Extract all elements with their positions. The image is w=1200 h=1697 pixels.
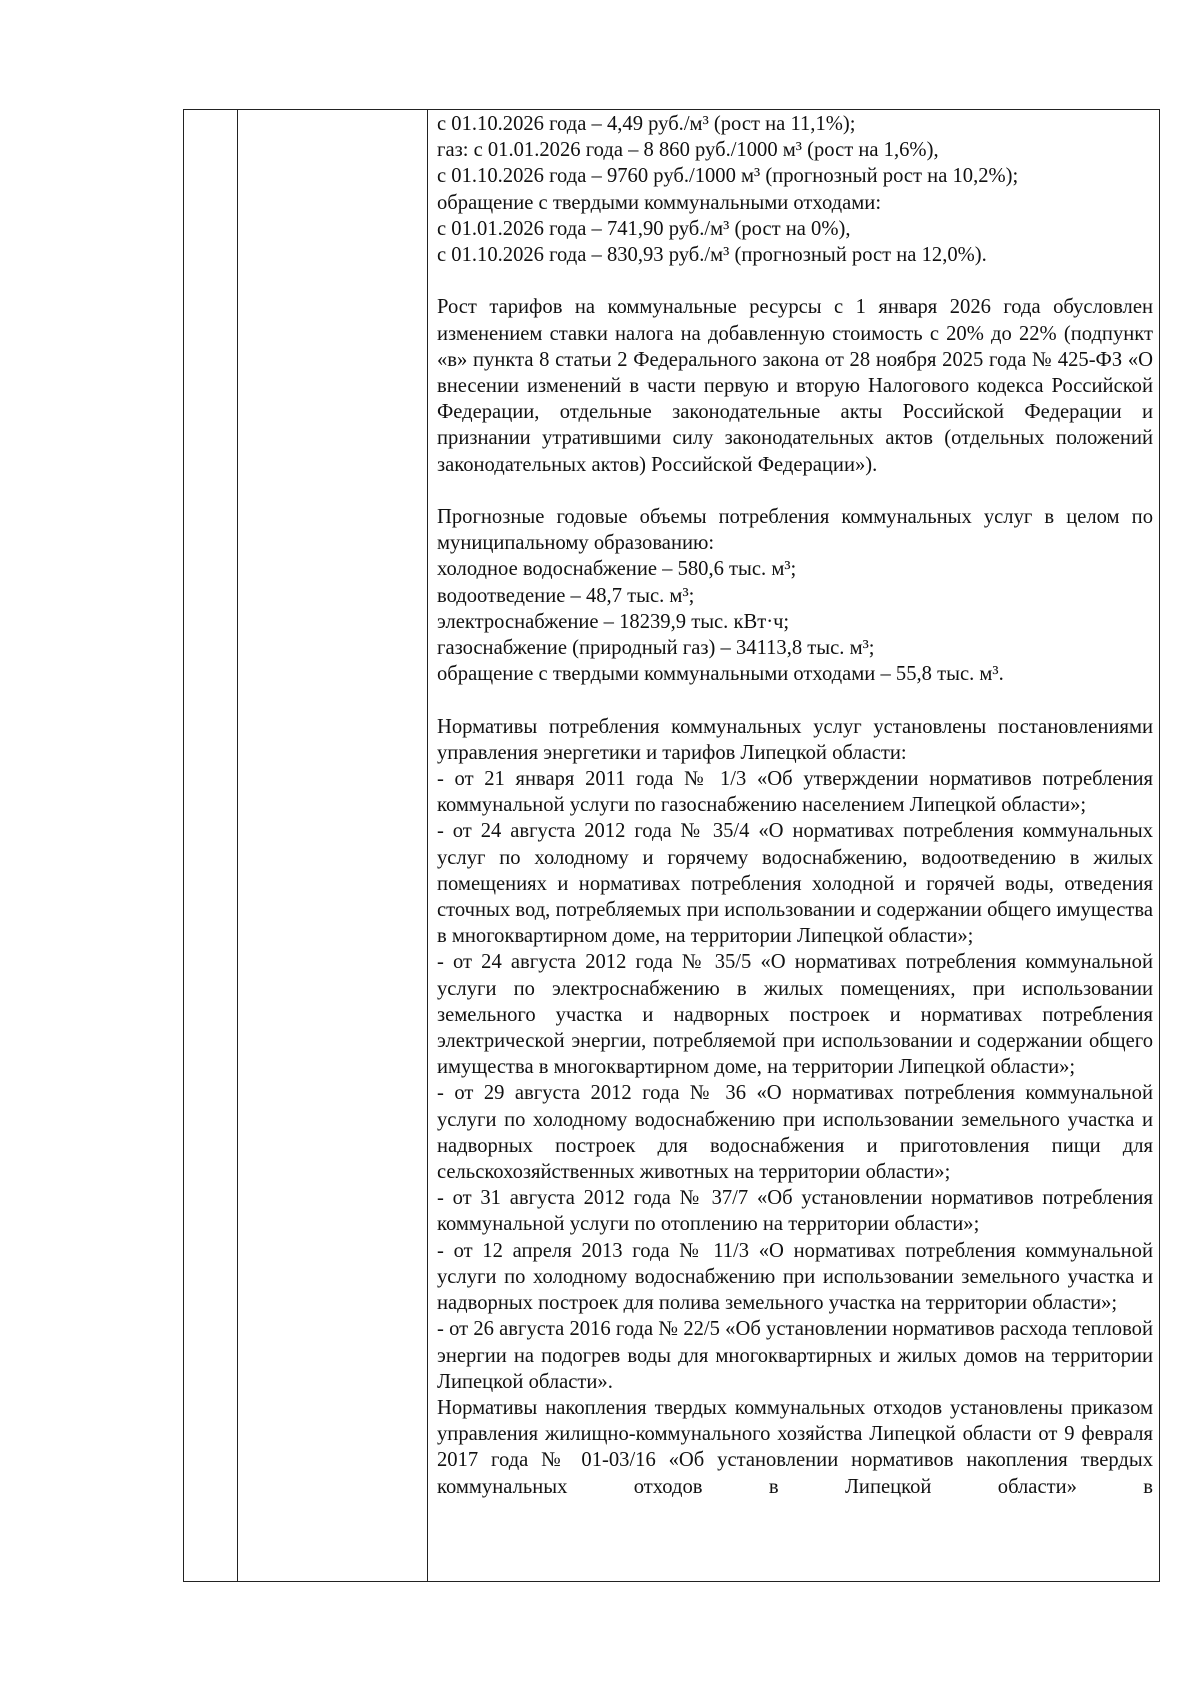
table-column-divider (427, 110, 428, 1581)
tariff-line: с 01.10.2026 года – 4,49 руб./м³ (рост на 11,1%); (437, 113, 856, 135)
norm-item: - от 31 августа 2012 года № 37/7 «Об установлении нормативов потребления коммунальной услуги по отоплению на территории области»; (437, 1187, 1153, 1236)
tariff-line: обращение с твердыми коммунальными отходами: (437, 191, 882, 214)
norm-item: - от 24 августа 2012 года № 35/4 «О нормативах потребления коммунальных услуг по холодному и горячему водоснабжению, водоотведению в жилых помещениях и нормативах потребления холодной и горячей воды, отведения сточных вод, потребляемых при использовании и содержании общего имущества в многоквартирном доме, на территории Липецкой области»; (437, 820, 1153, 948)
volume-item: обращение с твердыми коммунальными отходами – 55,8 тыс. м³. (437, 663, 1004, 686)
volume-item: водоотведение – 48,7 тыс. м³; (437, 584, 695, 607)
tariff-line: с 01.10.2026 года – 830,93 руб./м³ (прогнозный рост на 12,0%). (437, 244, 987, 267)
norm-item: - от 24 августа 2012 года № 35/5 «О нормативах потребления коммунальной услуги по электроснабжению в жилых помещениях, при использовании земельного участка и надворных построек и нормативах потребления электрической энергии, потребляемой при использовании и содержании общего имущества в многоквартирном доме, на территории Липецкой области»; (437, 951, 1153, 1079)
norm-item: - от 29 августа 2012 года № 36 «О нормативах потребления коммунальной услуги по холодному водоснабжению при использовании земельного участка и надворных построек для водоснабжения и приготовления пищи для сельскохозяйственных животных на территории области»; (437, 1082, 1153, 1184)
norm-item: - от 21 января 2011 года № 1/3 «Об утверждении нормативов потребления коммунальной услуги по газоснабжению населением Липецкой области»; (437, 768, 1153, 817)
volume-item: электроснабжение – 18239,9 тыс. кВт·ч; (437, 610, 790, 633)
norms-intro: Нормативы потребления коммунальных услуг установлены постановлениями управления энергетики и тарифов Липецкой области: (437, 715, 1153, 764)
waste-norms-paragraph: Нормативы накопления твердых коммунальных отходов установлены приказом управления жилищно-коммунального хозяйства Липецкой области от 9 февраля 2017 года № 01-03/16 «Об установлении нормативов накопления твердых коммунальных отходов в Липецкой области» в (437, 1396, 1153, 1498)
document-table (183, 109, 1160, 1582)
tariff-line: с 01.01.2026 года – 741,90 руб./м³ (рост на 0%), (437, 217, 851, 240)
tariff-growth-paragraph: Рост тарифов на коммунальные ресурсы с 1 января 2026 года обусловлен изменением ставки налога на добавленную стоимость с 20% до 22% (подпункт «в» пункта 8 статьи 2 Федерального закона от 28 ноября 2025 года № 425-ФЗ «О внесении изменений в части первую и вторую Налогового кодекса Российской Федерации, отдельные законодательные акты Российской Федерации и признании утратившими силу законодательных актов (отдельных положений законодательных актов) Российской Федерации»). (437, 296, 1153, 476)
volumes-intro: Прогнозные годовые объемы потребления коммунальных услуг в целом по муниципальному образованию: (437, 506, 1153, 555)
norm-item: - от 12 апреля 2013 года № 11/3 «О нормативах потребления коммунальной услуги по холодному водоснабжению при использовании земельного участка и надворных построек для полива земельного участка на территории области»; (437, 1239, 1153, 1315)
tariff-line: с 01.10.2026 года – 9760 руб./1000 м³ (прогнозный рост на 10,2%); (437, 165, 1019, 188)
table-cell-content (437, 111, 1153, 1500)
tariff-line: газ: с 01.01.2026 года – 8 860 руб./1000 м³ (рост на 1,6%), (437, 139, 939, 162)
volume-item: холодное водоснабжение – 580,6 тыс. м³; (437, 558, 797, 581)
volume-item: газоснабжение (природный газ) – 34113,8 тыс. м³; (437, 637, 875, 660)
table-column-divider (237, 110, 238, 1581)
norm-item: - от 26 августа 2016 года № 22/5 «Об установлении нормативов расхода тепловой энергии на подогрев воды для многоквартирных и жилых домов на территории Липецкой области». (437, 1318, 1153, 1393)
